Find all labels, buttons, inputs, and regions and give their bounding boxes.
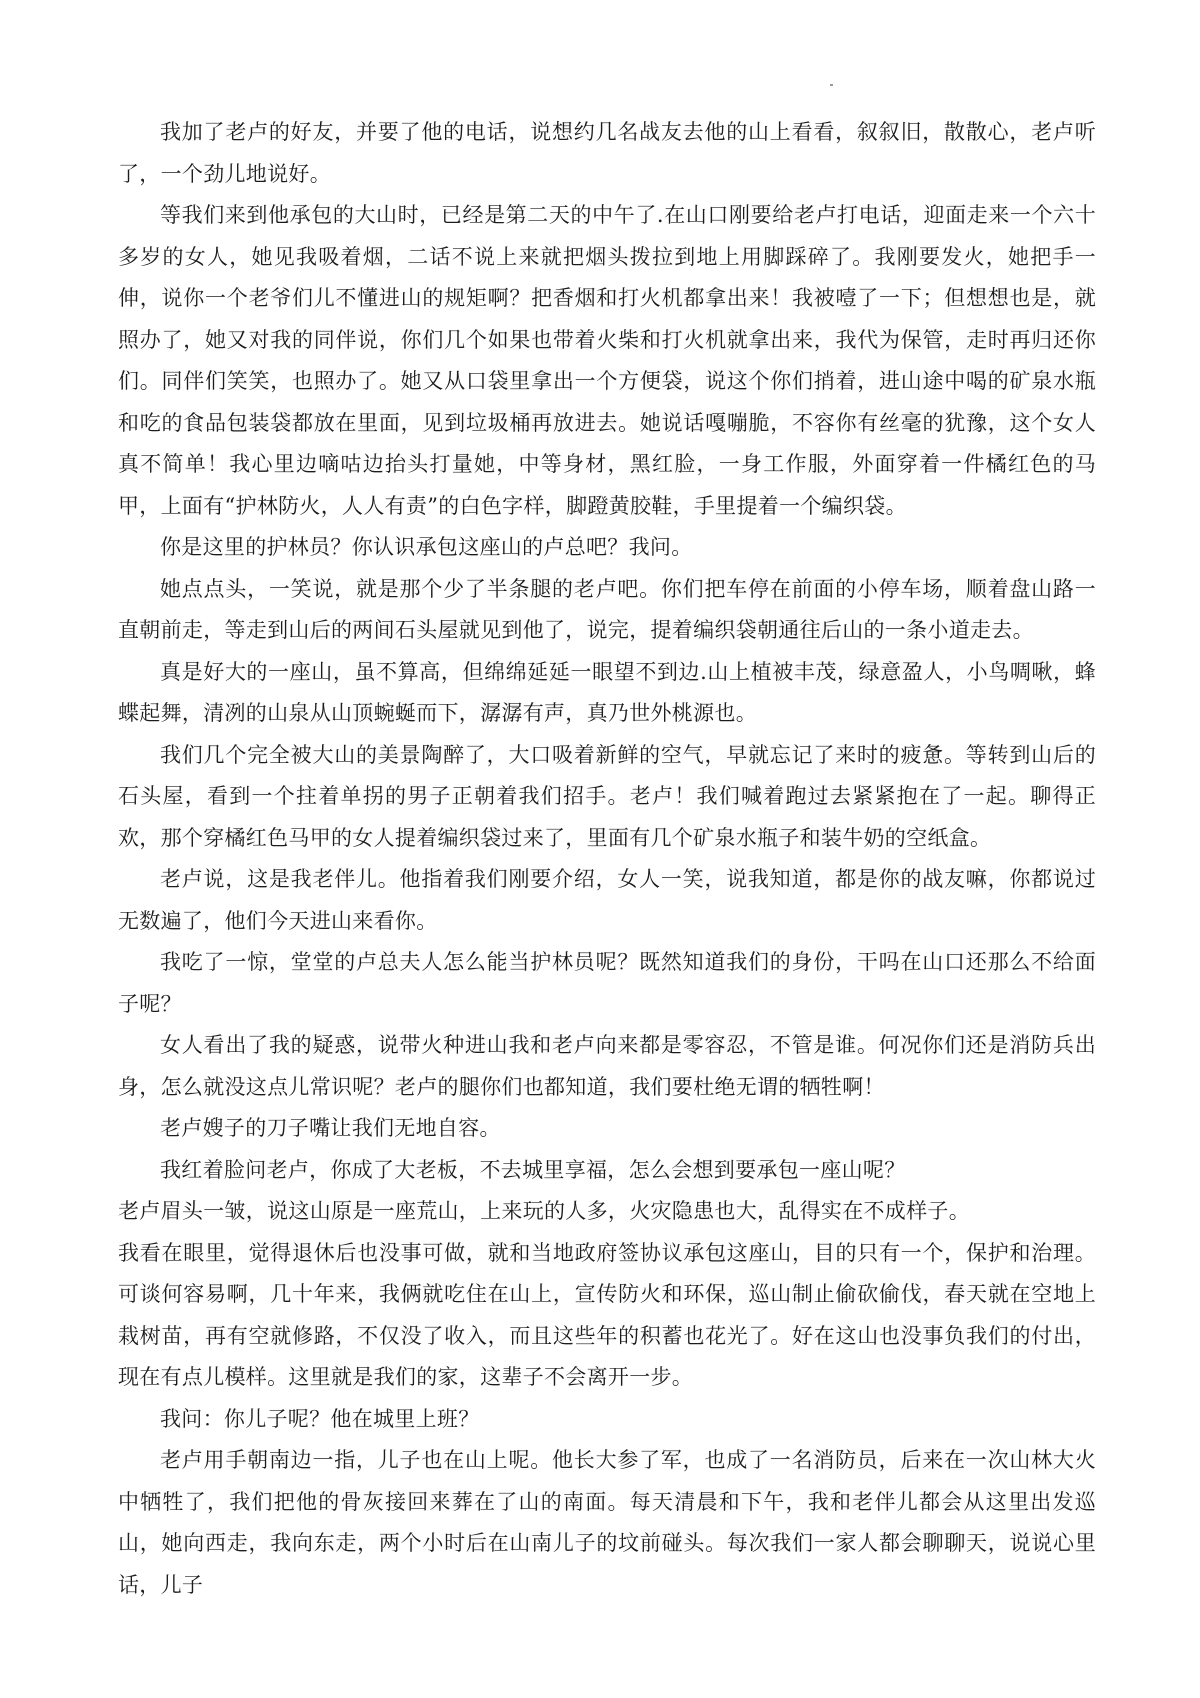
- paragraph: 我红着脸问老卢，你成了大老板，不去城里享福，怎么会想到要承包一座山呢？: [160, 1157, 906, 1182]
- paragraph: 我加了老卢的好友，并要了他的电话，说想约几名战友去他的山上看看，叙叙旧，散散心，老卢听了，一个劲儿地说好。: [118, 120, 1096, 186]
- paragraph: 老卢眉头一皱，说这山原是一座荒山，上来玩的人多，火灾隐患也大，乱得实在不成样子。: [118, 1199, 970, 1223]
- paragraph: 老卢说，这是我老伴儿。他指着我们刚要介绍，女人一笑，说我知道，都是你的战友嘛，你都说过无数遍了，他们今天进山来看你。: [118, 867, 1096, 933]
- paragraph: 我吃了一惊，堂堂的卢总夫人怎么能当护林员呢？既然知道我们的身份，干吗在山口还那么不给面子呢？: [118, 950, 1096, 1016]
- paragraph: 你是这里的护林员？你认识承包这座山的卢总吧？我问。: [160, 535, 693, 559]
- paragraph: 她点点头，一笑说，就是那个少了半条腿的老卢吧。你们把车停在前面的小停车场，顺着盘山路一直朝前走，等走到山后的两间石头屋就见到他了，说完，提着编织袋朝通往后山的一条小道走去。: [118, 576, 1096, 642]
- paragraph: 我看在眼里，觉得退休后也没事可做，就和当地政府签协议承包这座山，目的只有一个，保护和治理。可谈何容易啊，几十年来，我俩就吃住在山上，宣传防火和环保，巡山制止偷砍偷伐，春天就在空地上栽树苗，再有空就修路，不仅没了收入，而且这些年的积蓄也花光了。好在这山也没事负我们的付出，现在有点儿模样。这里就是我们的家，这辈子不会离开一步。: [118, 1240, 1096, 1389]
- paragraph: 女人看出了我的疑惑，说带火种进山我和老卢向来都是零容忍，不管是谁。何况你们还是消防兵出身，怎么就没这点儿常识呢？老卢的腿你们也都知道，我们要杜绝无谓的牺牲啊！: [118, 1033, 1096, 1099]
- paragraph: 我问：你儿子呢？他在城里上班？: [160, 1406, 480, 1431]
- paragraph: 我们几个完全被大山的美景陶醉了，大口吸着新鲜的空气，早就忘记了来时的疲惫。等转到山后的石头屋，看到一个拄着单拐的男子正朝着我们招手。老卢！我们喊着跑过去紧紧抱在了一起。聊得正欢，那个穿橘红色马甲的女人提着编织袋过来了，里面有几个矿泉水瓶子和装牛奶的空纸盒。: [118, 742, 1096, 850]
- paragraph: 老卢嫂子的刀子嘴让我们无地自容。: [160, 1116, 501, 1140]
- paragraph: 等我们来到他承包的大山时，已经是第二天的中午了.在山口刚要给老卢打电话，迎面走来一个六十多岁的女人，她见我吸着烟，二话不说上来就把烟头拨拉到地上用脚踩碎了。我刚要发火，她把手一伸，说你一个老爷们儿不懂进山的规矩啊？把香烟和打火机都拿出来！我被噎了一下；但想想也是，就照办了，她又对我的同伴说，你们几个如果也带着火柴和打火机就拿出来，我代为保管，走时再归还你们。同伴们笑笑，也照办了。她又从口袋里拿出一个方便袋，说这个你们捎着，进山途中喝的矿泉水瓶和吃的食品包装袋都放在里面，见到垃圾桶再放进去。她说话嘎嘣脆，不容你有丝毫的犹豫，这个女人真不简单！我心里边嘀咕边抬头打量她，中等身材，黑红脸，一身工作服，外面穿着一件橘红色的马甲，上面有“护林防火，人人有责”的白色字样，脚蹬黄胶鞋，手里提着一个编织袋。: [118, 203, 1096, 518]
- scan-speck: [830, 84, 833, 86]
- paragraph: 真是好大的一座山，虽不算高，但绵绵延延一眼望不到边.山上植被丰茂，绿意盈人，小鸟啁啾，蜂蝶起舞，清冽的山泉从山顶蜿蜒而下，潺潺有声，真乃世外桃源也。: [118, 659, 1096, 725]
- article-body: [118, 112, 1096, 1606]
- paragraph: 老卢用手朝南边一指，儿子也在山上呢。他长大参了军，也成了一名消防员，后来在一次山林大火中牺牲了，我们把他的骨灰接回来葬在了山的南面。每天清晨和下午，我和老伴儿都会从这里出发巡山，她向西走，我向东走，两个小时后在山南儿子的坟前碰头。每次我们一家人都会聊聊天，说说心里话，儿子: [118, 1448, 1096, 1597]
